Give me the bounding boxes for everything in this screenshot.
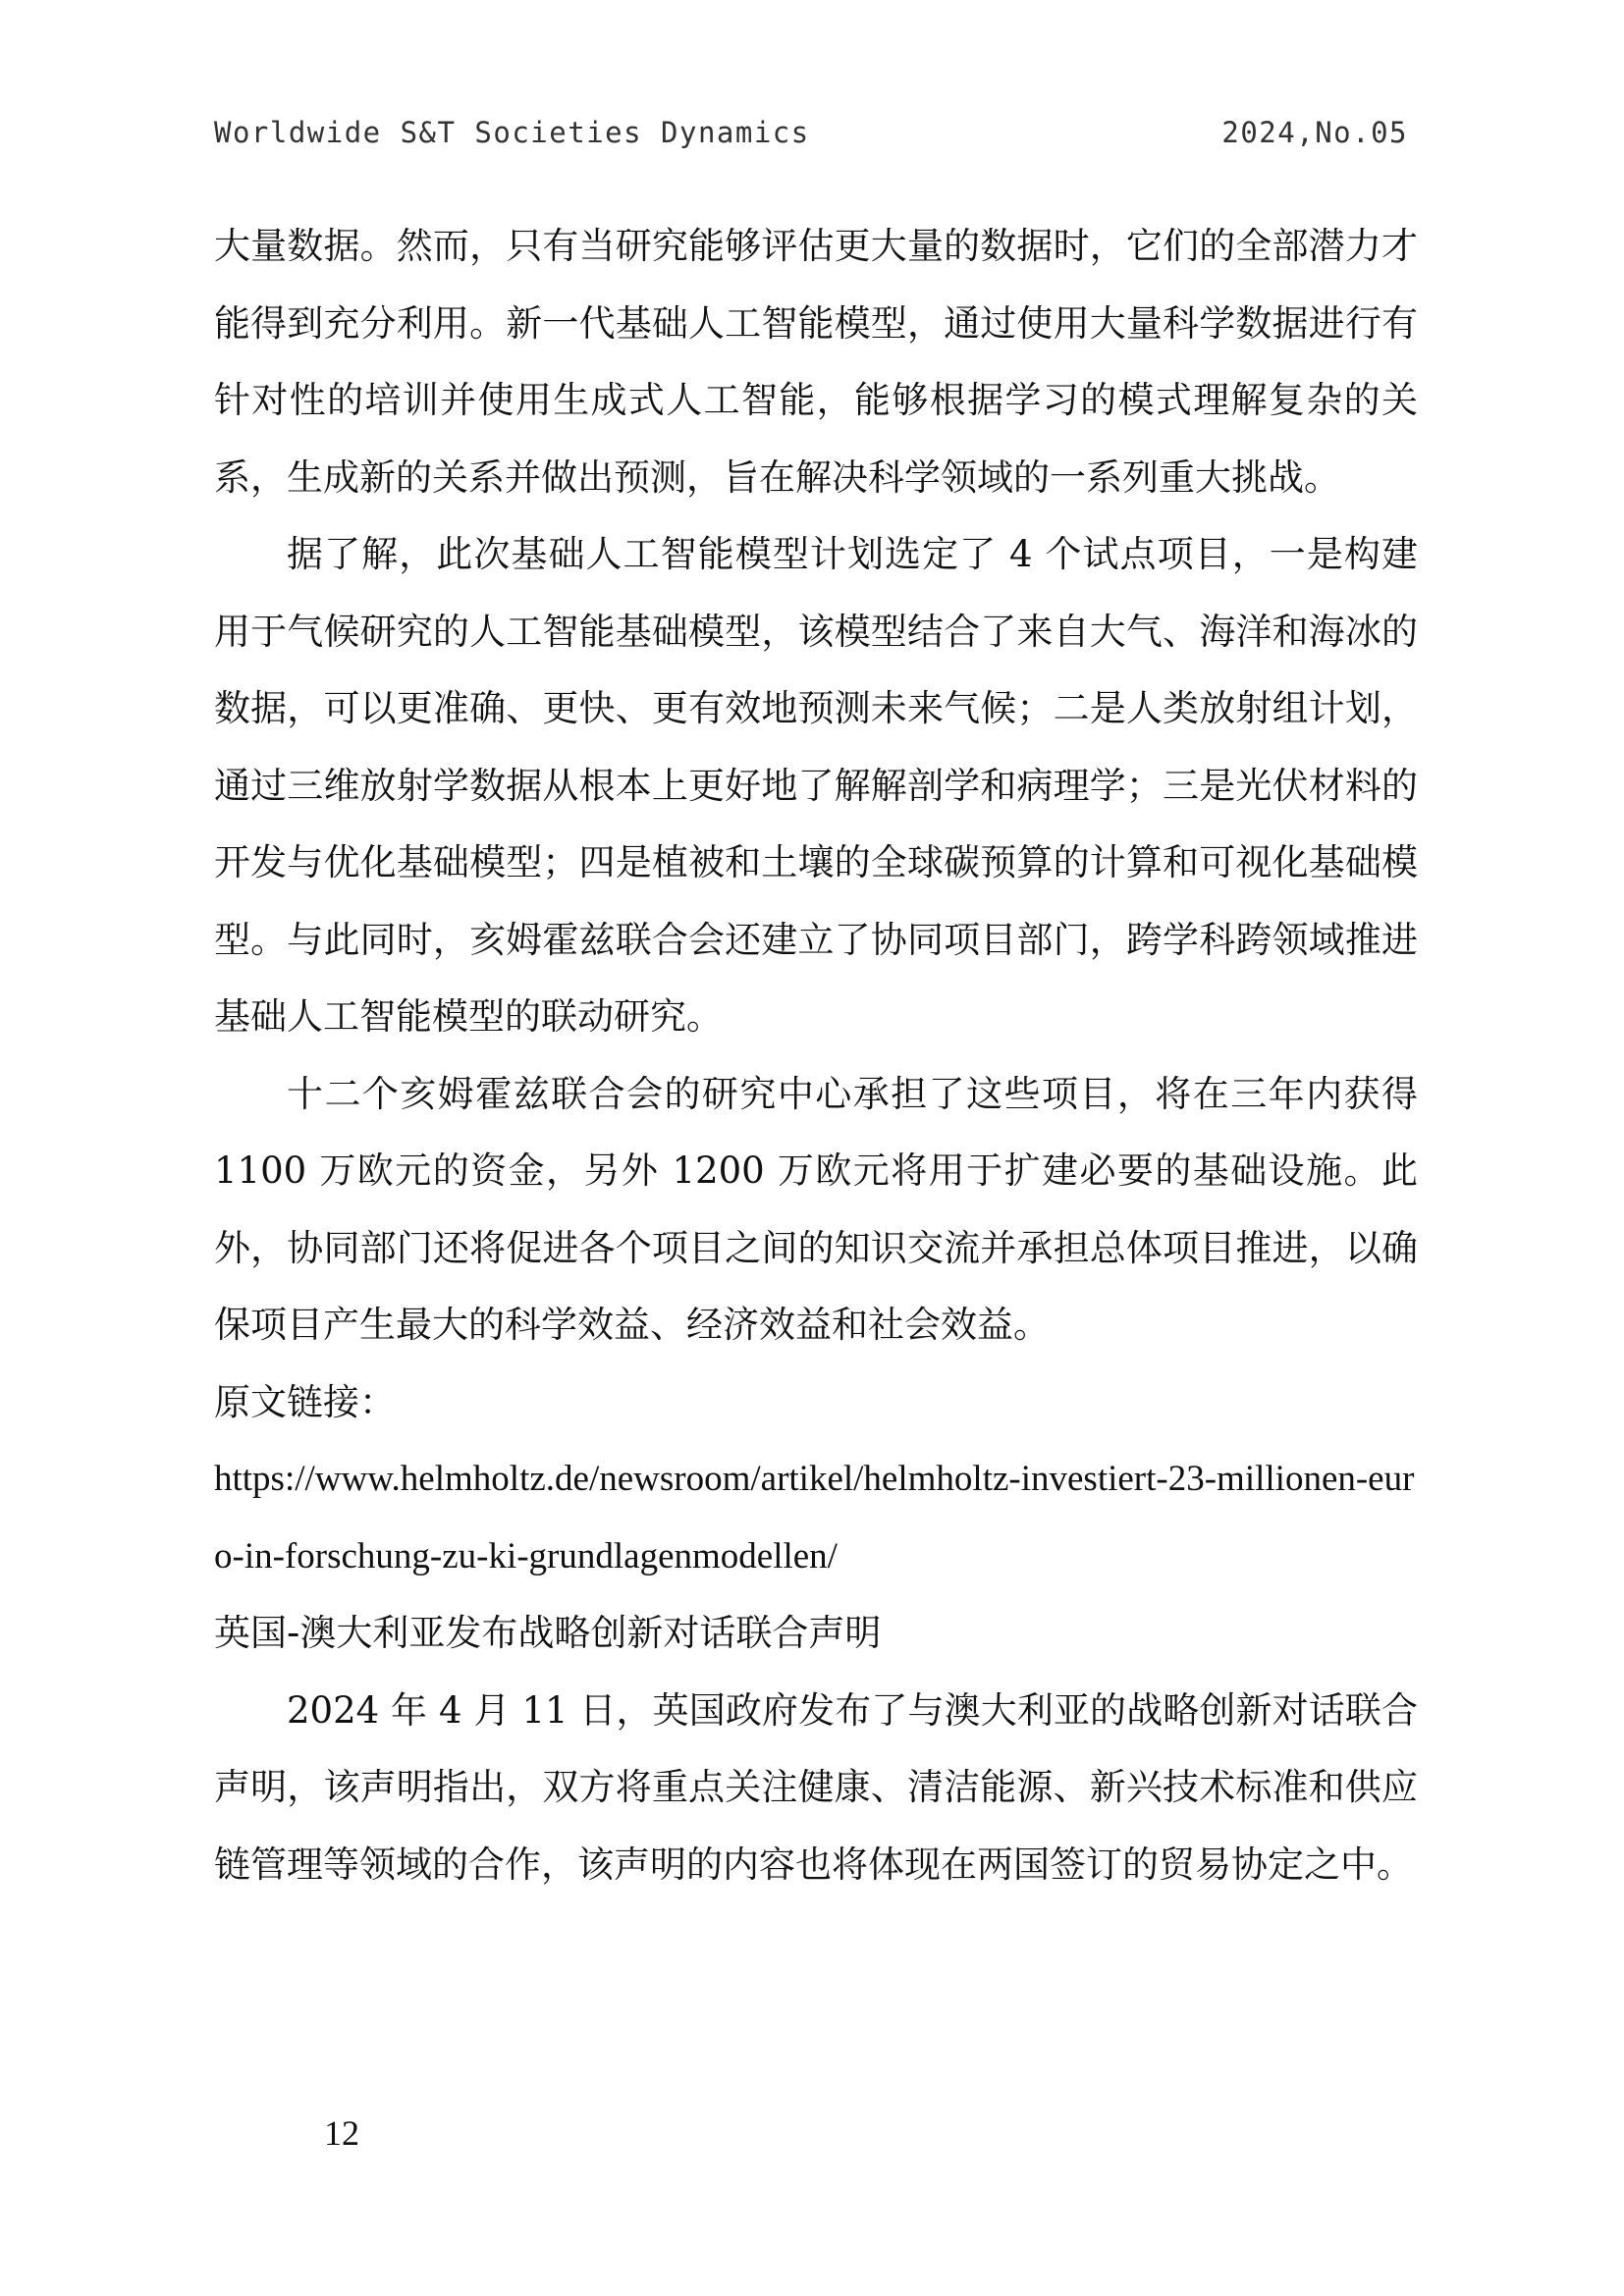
issue-number: 2024,No.05 [1221, 116, 1408, 149]
source-label: 原文链接： [214, 1380, 396, 1423]
paragraph-pilot-projects: 据了解，此次基础人工智能模型计划选定了 4 个试点项目，一是构建用于气候研究的人工智能基础模型，该模型结合了来自大气、海洋和海冰的数据，可以更准确、更快、更有效地预测未来气候；二是人类放射组计划，通过三维放射学数据从根本上更好地了解解剖学和病理学；三是光伏材料的开发与优化基础模型；四是植被和土壤的全球碳预算的计算和可视化基础模型。与此同时，亥姆霍兹联合会还建立了协同项目部门，跨学科跨领域推进基础人工智能模型的联动研究。 [214, 533, 1418, 1038]
section-title: 英国-澳大利亚发布战略创新对话联合声明 [214, 1612, 882, 1654]
paragraph-funding: 十二个亥姆霍兹联合会的研究中心承担了这些项目，将在三年内获得 1100 万欧元的资金，另外 1200 万欧元将用于扩建必要的基础设施。此外，协同部门还将促进各个项目之间的知识交流并承担总体项目推进，以确保项目产生最大的科学效益、经济效益和社会效益。 [214, 1072, 1418, 1346]
journal-title: Worldwide S&T Societies Dynamics [214, 116, 810, 149]
source-link[interactable]: https://www.helmholtz.de/newsroom/artikel/helmholtz-investiert-23-millionen-euro-in-forschung-zu-ki-grundlagenmodellen/ [214, 1459, 1415, 1576]
page-header [214, 116, 1408, 165]
paragraph-uk-australia: 2024 年 4 月 11 日，英国政府发布了与澳大利亚的战略创新对话联合声明，该声明指出，双方将重点关注健康、清洁能源、新兴技术标准和供应链管理等领域的合作，该声明的内容也将体现在两国签订的贸易协定之中。 [214, 1688, 1418, 1886]
page-number: 12 [324, 2113, 359, 2153]
article-body [214, 208, 1418, 1903]
paragraph-continuation: 大量数据。然而，只有当研究能够评估更大量的数据时，它们的全部潜力才能得到充分利用。新一代基础人工智能模型，通过使用大量科学数据进行有针对性的培训并使用生成式人工智能，能够根据学习的模式理解复杂的关系，生成新的关系并做出预测，旨在解决科学领域的一系列重大挑战。 [214, 225, 1418, 499]
